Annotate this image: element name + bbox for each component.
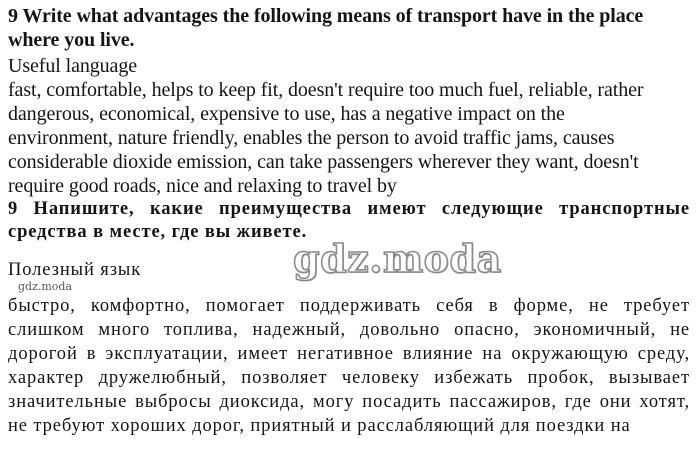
russian-body-line-5: значительные выбросы диоксида, могу посадить пассажиров, где они хотят,: [8, 392, 690, 412]
english-body-line-1: fast, comfortable, helps to keep fit, doesn't require too much fuel, reliable, rather: [8, 79, 644, 101]
russian-subheading: Полезный язык: [8, 260, 142, 280]
english-heading-line-2: where you live.: [8, 29, 135, 51]
russian-body-line-6: не требуют хороших дорог, приятный и расслабляющий для поездки на: [8, 416, 631, 436]
english-body-line-3: environment, nature friendly, enables the person to avoid traffic jams, causes: [8, 127, 615, 149]
watermark-large: gdz.moda: [293, 236, 502, 281]
russian-body-line-1: быстро, комфортно, помогает поддерживать себя в форме, не требует: [8, 296, 690, 316]
english-body-line-4: considerable dioxide emission, can take passengers wherever they want, doesn't: [8, 151, 639, 173]
watermark-small: gdz.moda: [18, 280, 73, 293]
russian-body-line-2: слишком много топлива, надежный, довольно опасно, экономичный, не: [8, 320, 690, 340]
russian-body-line-3: дорогой в эксплуатации, имеет негативное влияние на окружающую среду,: [8, 344, 690, 364]
russian-body-line-4: характер дружелюбный, позволяет человеку избежать пробок, вызывает: [8, 368, 690, 388]
english-body-line-5: require good roads, nice and relaxing to travel by: [8, 175, 397, 197]
english-body-line-2: dangerous, economical, expensive to use, has a negative impact on the: [8, 103, 565, 125]
russian-heading-line-1: 9 Напишите, какие преимущества имеют следующие транспортные: [8, 199, 690, 219]
english-heading-line-1: 9 Write what advantages the following means of transport have in the place: [8, 5, 644, 27]
english-subheading: Useful language: [8, 55, 138, 77]
russian-heading-line-2: средства в месте, где вы живете.: [8, 222, 308, 242]
